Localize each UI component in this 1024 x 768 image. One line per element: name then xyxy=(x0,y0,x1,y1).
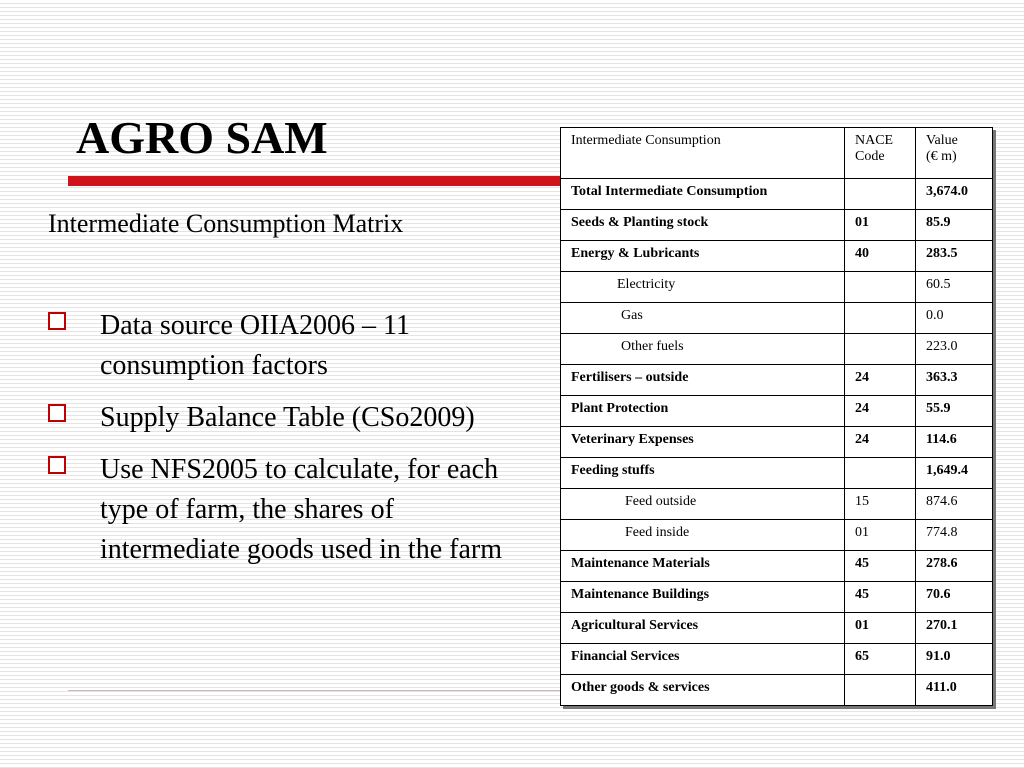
cell-nace: 24 xyxy=(845,427,916,458)
bullet-item xyxy=(48,306,528,386)
cell-nace: 40 xyxy=(845,241,916,272)
cell-nace xyxy=(845,272,916,303)
cell-item: Fertilisers – outside xyxy=(561,365,845,396)
bullet-text: Use NFS2005 to calculate, for each type of farm, the shares of intermediate goods used in the farm xyxy=(100,454,502,565)
cell-value: 85.9 xyxy=(916,210,993,241)
header-value xyxy=(916,128,993,179)
cell-value: 70.6 xyxy=(916,582,993,613)
cell-item: Seeds & Planting stock xyxy=(561,210,845,241)
table-row xyxy=(561,241,993,272)
cell-item: Plant Protection xyxy=(561,396,845,427)
bullet-text: Data source OIIA2006 – 11 consumption factors xyxy=(100,310,410,381)
cell-nace: 01 xyxy=(845,613,916,644)
title-underline-bar xyxy=(68,176,586,186)
cell-item: Maintenance Buildings xyxy=(561,582,845,613)
table-row xyxy=(561,458,993,489)
cell-nace: 24 xyxy=(845,396,916,427)
bullet-item xyxy=(48,450,528,570)
cell-item: Energy & Lubricants xyxy=(561,241,845,272)
bullet-text: Supply Balance Table (CSo2009) xyxy=(100,402,475,433)
cell-nace: 45 xyxy=(845,582,916,613)
intermediate-consumption-table xyxy=(560,127,993,706)
cell-item: Maintenance Materials xyxy=(561,551,845,582)
cell-value: 270.1 xyxy=(916,613,993,644)
square-bullet-icon xyxy=(48,312,66,330)
footer-divider xyxy=(68,690,568,691)
cell-item: Electricity xyxy=(561,272,845,303)
table-row xyxy=(561,334,993,365)
cell-value: 3,674.0 xyxy=(916,179,993,210)
bullet-list xyxy=(48,306,528,582)
cell-value: 55.9 xyxy=(916,396,993,427)
cell-nace: 65 xyxy=(845,644,916,675)
cell-nace: 45 xyxy=(845,551,916,582)
cell-nace xyxy=(845,675,916,706)
cell-value: 874.6 xyxy=(916,489,993,520)
header-item: Intermediate Consumption xyxy=(561,128,845,179)
table-row xyxy=(561,489,993,520)
table-row xyxy=(561,551,993,582)
slide-subtitle: Intermediate Consumption Matrix xyxy=(48,209,404,238)
cell-value: 0.0 xyxy=(916,303,993,334)
cell-value: 114.6 xyxy=(916,427,993,458)
cell-nace xyxy=(845,458,916,489)
cell-value: 91.0 xyxy=(916,644,993,675)
cell-value: 283.5 xyxy=(916,241,993,272)
cell-nace: 15 xyxy=(845,489,916,520)
bullet-item xyxy=(48,398,528,438)
table-row xyxy=(561,396,993,427)
table-row xyxy=(561,644,993,675)
cell-item: Total Intermediate Consumption xyxy=(561,179,845,210)
header-nace-line2: Code xyxy=(855,149,885,164)
table-row xyxy=(561,365,993,396)
cell-item: Financial Services xyxy=(561,644,845,675)
cell-nace: 01 xyxy=(845,210,916,241)
table-row xyxy=(561,582,993,613)
square-bullet-icon xyxy=(48,456,66,474)
cell-value: 363.3 xyxy=(916,365,993,396)
cell-item: Other goods & services xyxy=(561,675,845,706)
cell-item: Feed outside xyxy=(561,489,845,520)
cell-nace xyxy=(845,179,916,210)
table-row xyxy=(561,179,993,210)
header-nace-line1: NACE xyxy=(855,133,894,148)
cell-item: Agricultural Services xyxy=(561,613,845,644)
table-row xyxy=(561,427,993,458)
table-row xyxy=(561,210,993,241)
cell-item: Gas xyxy=(561,303,845,334)
cell-item: Other fuels xyxy=(561,334,845,365)
cell-value: 774.8 xyxy=(916,520,993,551)
square-bullet-icon xyxy=(48,404,66,422)
table-header-row xyxy=(561,128,993,179)
cell-item: Veterinary Expenses xyxy=(561,427,845,458)
cell-nace: 01 xyxy=(845,520,916,551)
table-row xyxy=(561,303,993,334)
header-value-line2: (€ m) xyxy=(926,149,957,164)
cell-item: Feeding stuffs xyxy=(561,458,845,489)
table-row xyxy=(561,520,993,551)
table-row xyxy=(561,272,993,303)
cell-value: 60.5 xyxy=(916,272,993,303)
table-body xyxy=(561,179,993,706)
table-row xyxy=(561,675,993,706)
cell-value: 278.6 xyxy=(916,551,993,582)
table-row xyxy=(561,613,993,644)
slide-title: AGRO SAM xyxy=(76,112,328,163)
header-value-line1: Value xyxy=(926,133,958,148)
cell-nace: 24 xyxy=(845,365,916,396)
cell-item: Feed inside xyxy=(561,520,845,551)
cell-nace xyxy=(845,303,916,334)
cell-value: 411.0 xyxy=(916,675,993,706)
cell-value: 1,649.4 xyxy=(916,458,993,489)
header-nace xyxy=(845,128,916,179)
cell-value: 223.0 xyxy=(916,334,993,365)
cell-nace xyxy=(845,334,916,365)
